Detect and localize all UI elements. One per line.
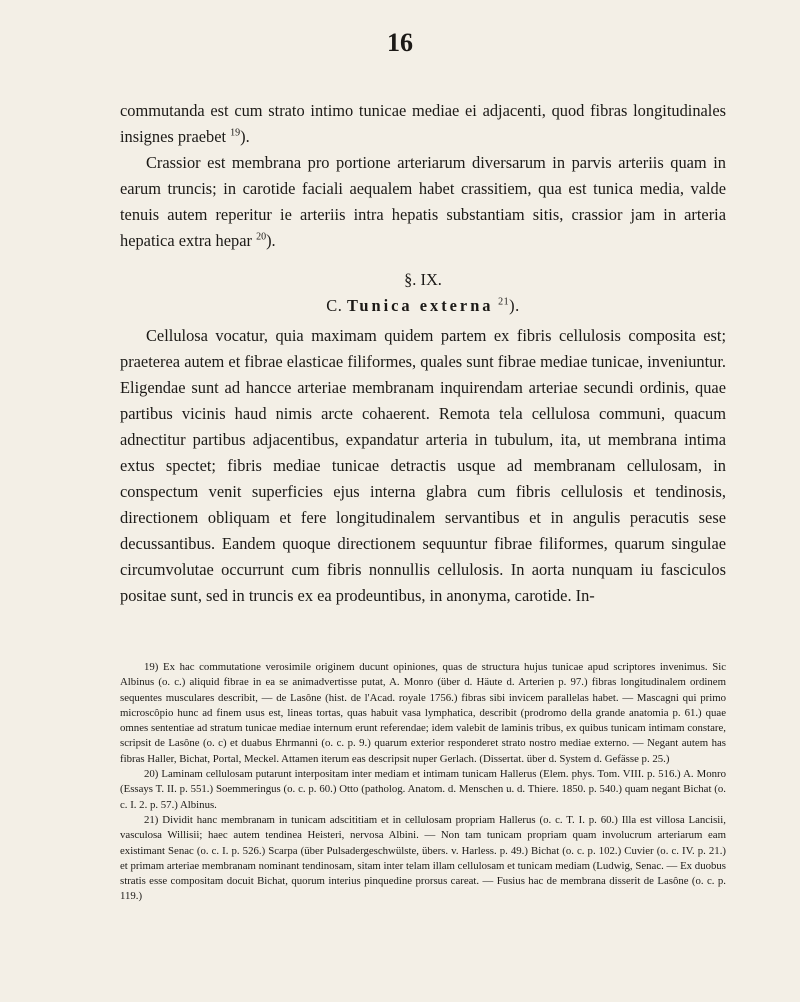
footnote-20: 20) Laminam cellulosam putarunt interpositam inter mediam et intimam tunicam Hallerus (Elem. phys. Tom. VIII. p. 516.) A. Monro (Essays T. II. p. 551.) Soemmeringus (o. c. p. 60.) Otto (patholog. Anatom. d. Menschen u. d. Thiere. 1850. p. 540.) quam negant Bichat (o. c. I. 2. p. 57.) Albinus.: [120, 768, 726, 811]
subheading: C. Tunica externa $^{21}$).: [326, 296, 520, 315]
footnote-ref-19: 19: [230, 127, 241, 139]
subheading-letter: C.: [326, 296, 343, 315]
footnotes: [120, 660, 726, 905]
paragraph-2-text: Crassior est membrana pro portione arteriarum diversarum in parvis arteriis quam in earum truncis; in carotide faciali aequalem habet crassitiem, qua est tunica media, valde tenuis autem reperitur ie arteriis intra hepatis substantiam sitis, crassior jam in arteria hepatica extra hepar: [120, 153, 726, 250]
main-text: [120, 98, 726, 609]
footnote-ref-20: 20: [256, 231, 267, 243]
paragraph-3: Cellulosa vocatur, quia maximam quidem partem ex fibris cellulosis composita est; praeterea autem et fibrae elasticae filiformes, quales sunt fibrae mediae tunicae, inveniuntur. Eligendae sunt ad hancce arteriae membranam inquirendam arteriae secundi ordinis, quae partibus vicinis haud nimis arcte cohaerent. Remota tela cellulosa communi, quacum adnectitur partibus adjacentibus, expandatur arteria in tubulum, ita, ut membrana intima extus spectet; fibris mediae tunicae detractis usque ad membranam cellulosam, in conspectum venit superficies ejus interna glabra cum fibris cellulosis et tendinosis, directionem obliquam et fere longitudinalem servantibus et in angulis peracutis sese decussantibus. Eandem quoque directionem sequuntur fibrae filiformes, quarum singulae circumvolutae occurrunt cum fibris nonnullis cellulosis. In aorta nunquam iu fasciculos positae sunt, sed in truncis ex ea prodeuntibus, in anonyma, carotide. In-: [120, 326, 726, 605]
footnote-21: 21) Dividit hanc membranam in tunicam adscititiam et in cellulosam propriam Hallerus (o. c. T. I. p. 60.) Illa est villosa Lancisii, vasculosa Willisii; haec autem tendinea Heisteri, nervosa Albini. — Non tam tunicam propriam quam involucrum arteriarum eam existimant Senac (o. c. I. p. 526.) Scarpa (über Pulsadergeschwülste, übers. v. Harless. p. 49.) Bichat (o. c. p. 102.) Cuvier (o. c. IV. p. 21.) et primam arteriae membranam nominant tendinosam, sitam inter telam illam cellulosam et tunicam mediam (Ludwig, Senac. — Ex duobus stratis esse compositam docuit Bichat, quorum interius pinquedine prorsus careat. — Fusius hac de membrana disserit de Lasône (o. c. p. 119.): [120, 813, 726, 903]
page-number: 16: [387, 28, 413, 57]
section-heading: §. IX.: [404, 270, 442, 289]
footnote-19: 19) Ex hac commutatione verosimile originem ducunt opiniones, quas de structura hujus tunicae apud scriptores invenimus. Sic Albinus (o. c.) aliquid fibrae in ea se animadvertisse putat, A. Monro (über d. Häute d. Arterien p. 97.) fibras longitudinalem ordinem sequentes musculares describit, — de Lasône (hist. de l'Acad. royale 1756.) fibras sibi invicem parallelas habet. — Mascagni qui primo microscôpio hunc ad finem usus est, lineas tortas, quas habuit vasa lymphatica, describit (prodromo della grande anatomia p. 61.) quae omnes sententiae ad stratum tunicae mediae internum erunt referendae; idem valebit de laminis tribus, ex quibus tunicam intimam constare, scripsit de Lasône (o. c) et duabus Ehrmanni (o. c. p. 9.) quarum exterior responderet strato nostro mediae externo. — Negant autem has fibras Haller, Bichat, Portal, Meckel. Attamen iterum eas descripsit nuper Gerlach. (Dissertat. über d. System d. Gefässe p. 25.): [120, 661, 726, 765]
paragraph-1: commutanda est cum strato intimo tunicae mediae ei adjacenti, quod fibras longitudinales insignes praebet $^{19}$).: [120, 101, 726, 146]
paragraph-1-text: commutanda est cum strato intimo tunicae mediae ei adjacenti, quod fibras longitudinales insignes praebet: [120, 101, 726, 146]
footnote-ref-21: 21: [498, 296, 510, 308]
paragraph-2: Crassior est membrana pro portione arteriarum diversarum in parvis arteriis quam in earum truncis; in carotide faciali aequalem habet crassitiem, qua est tunica media, valde tenuis autem reperitur ie arteriis intra hepatis substantiam sitis, crassior jam in arteria hepatica extra hepar $^{20}$).: [120, 153, 726, 250]
subheading-title: Tunica externa: [346, 296, 494, 315]
